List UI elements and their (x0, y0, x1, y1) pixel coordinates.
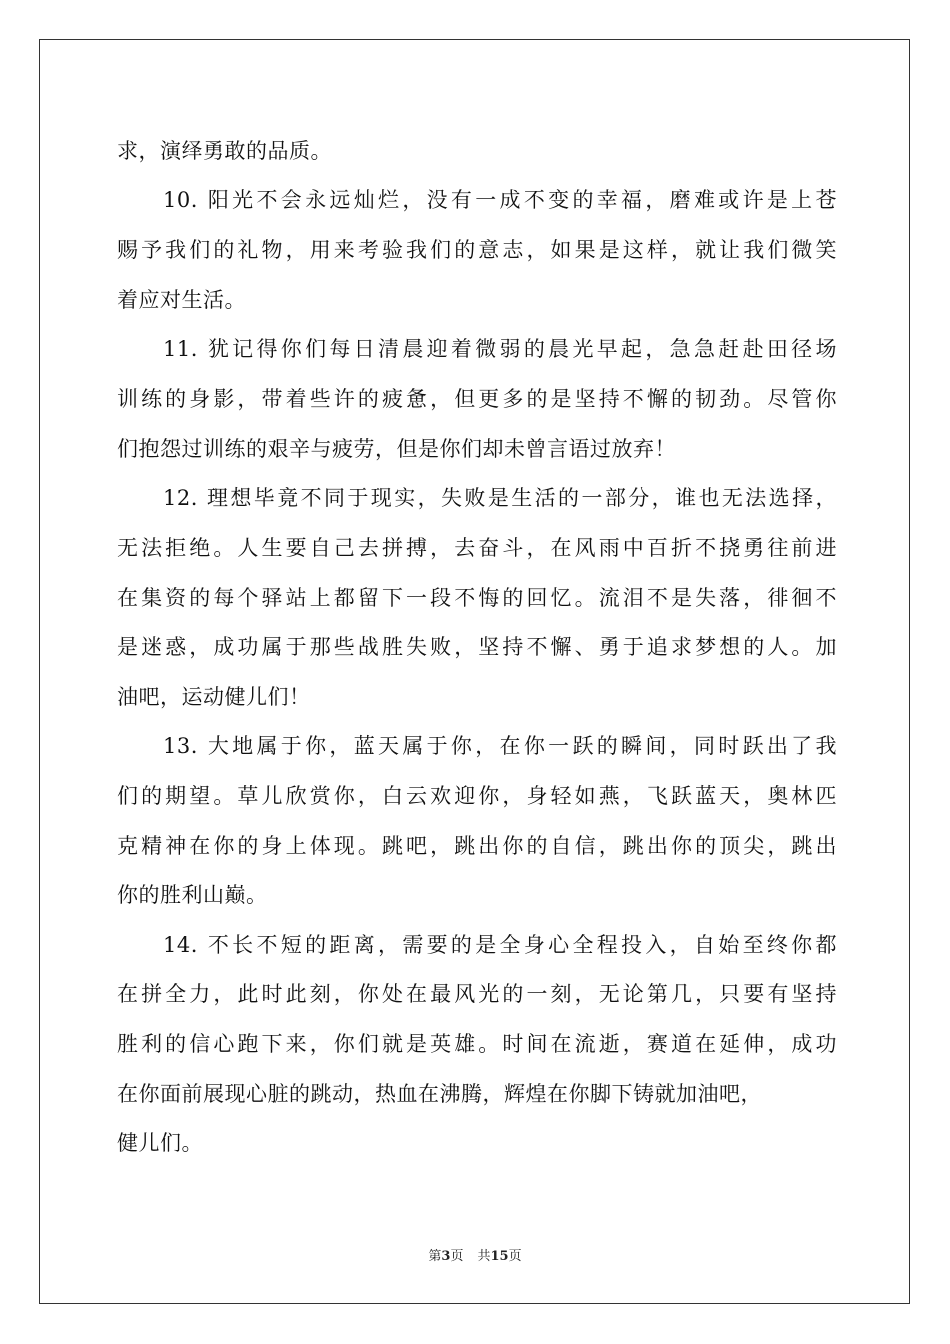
text-line: 胜利的信心跑下来，你们就是英雄。时间在流逝，赛道在延伸，成功 (117, 1032, 837, 1056)
paragraph-10-line-1: 10. 阳光不会永远灿烂，没有一成不变的幸福，磨难或许是上苍 (163, 188, 837, 212)
text-line: 赐予我们的礼物，用来考验我们的意志，如果是这样，就让我们微笑 (117, 238, 837, 262)
text-line: 训练的身影，带着些许的疲惫，但更多的是坚持不懈的韧劲。尽管你 (117, 387, 837, 411)
text-line: 你的胜利山巅。 (117, 883, 268, 907)
page-footer (0, 1248, 950, 1266)
page-number: 3 (441, 1249, 451, 1264)
paragraph-12-line-1: 12. 理想毕竟不同于现实，失败是生活的一部分，谁也无法选择， (163, 486, 837, 510)
text-line: 们的期望。草儿欣赏你，白云欢迎你，身轻如燕，飞跃蓝天，奥林匹 (117, 784, 837, 808)
paragraph-11-line-1: 11. 犹记得你们每日清晨迎着微弱的晨光早起，急急赶赴田径场 (163, 337, 837, 361)
text-line: 克精神在你的身上体现。跳吧，跳出你的自信，跳出你的顶尖，跳出 (117, 834, 837, 858)
text-line: 在拼全力，此时此刻，你处在最风光的一刻，无论第几，只要有坚持 (117, 982, 837, 1006)
text-line: 在你面前展现心脏的跳动，热血在沸腾，辉煌在你脚下铸就加油吧， (117, 1082, 762, 1106)
text-line: 着应对生活。 (117, 288, 246, 312)
text-line: 在集资的每个驿站上都留下一段不悔的回忆。流泪不是失落，徘徊不 (117, 586, 837, 610)
total-pages: 15 (490, 1249, 509, 1264)
total-prefix: 共 (477, 1249, 491, 1264)
text-line: 是迷惑，成功属于那些战胜失败，坚持不懈、勇于追求梦想的人。加 (117, 635, 837, 659)
text-line: 们抱怨过训练的艰辛与疲劳，但是你们却未曾言语过放弃！ (117, 437, 676, 461)
text-line: 油吧，运动健儿们！ (117, 685, 311, 709)
text-line: 无法拒绝。人生要自己去拼搏，去奋斗，在风雨中百折不挠勇往前进 (117, 536, 837, 560)
paragraph-13-line-1: 13. 大地属于你，蓝天属于你，在你一跃的瞬间，同时跃出了我 (163, 734, 837, 758)
page-suffix: 页 (450, 1249, 464, 1264)
text-line: 健儿们。 (117, 1131, 203, 1155)
page-prefix: 第 (428, 1249, 442, 1264)
text-line: 求，演绎勇敢的品质。 (117, 139, 332, 163)
page-border (39, 39, 910, 1304)
paragraph-14-line-1: 14. 不长不短的距离，需要的是全身心全程投入，自始至终你都 (163, 933, 837, 957)
total-suffix: 页 (508, 1249, 522, 1264)
